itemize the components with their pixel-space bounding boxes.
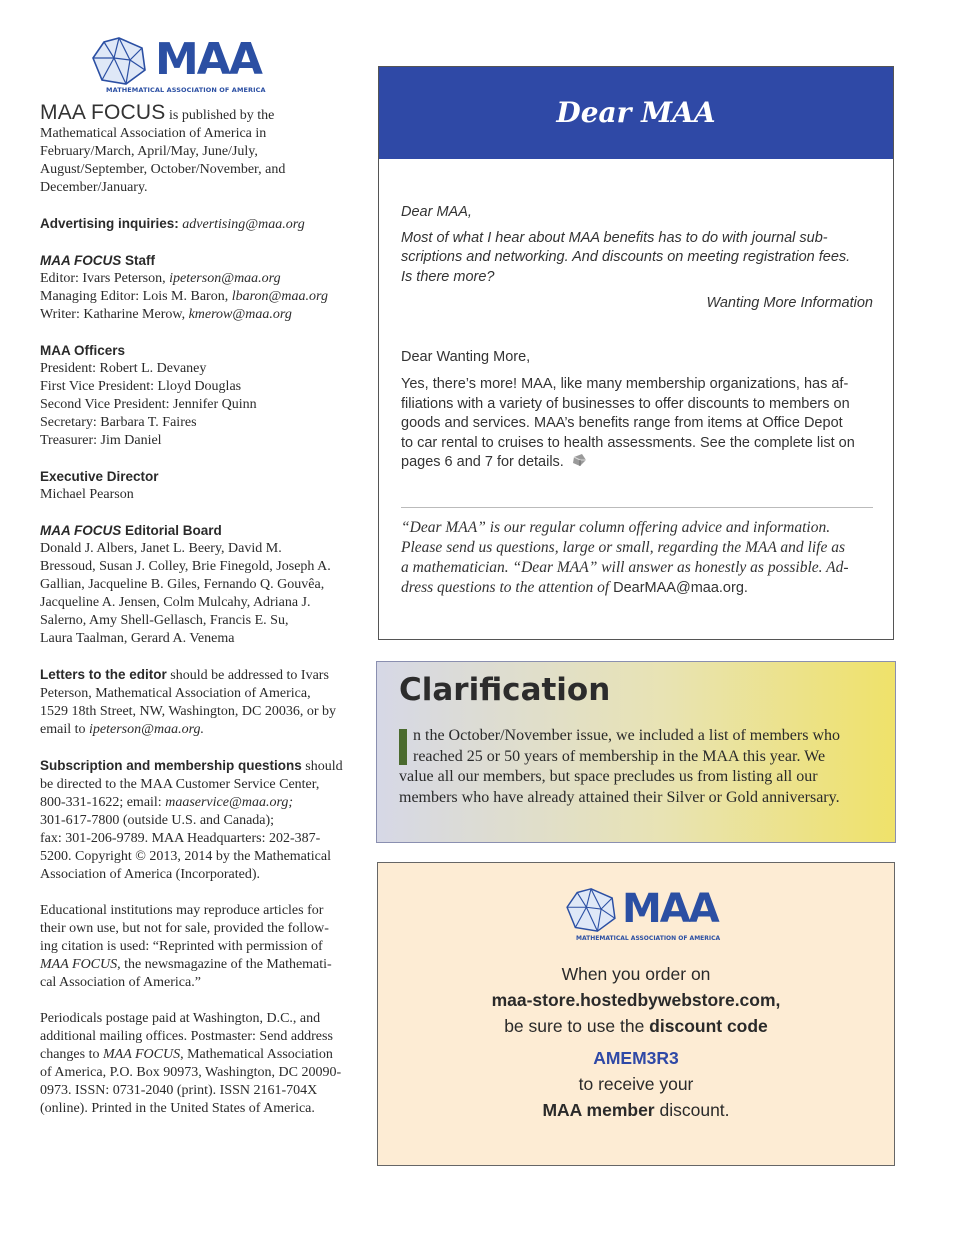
board-block: [40, 522, 352, 648]
store-line: be sure to use the discount code: [504, 1016, 768, 1036]
advertising-block: [40, 215, 352, 234]
logo-wordmark: MAA: [155, 34, 261, 85]
executive-heading: Executive Director: [40, 469, 159, 484]
board-heading: Editorial Board: [125, 523, 222, 538]
reproduction-line: their own use, but not for sale, provided the follow-: [40, 921, 329, 936]
staff-heading: Staff: [125, 253, 156, 268]
divider: [401, 507, 873, 508]
intro-line: Mathematical Association of America in: [40, 126, 267, 141]
subscription-email[interactable]: maaservice@maa.org;: [165, 795, 294, 810]
clarification-box: [376, 661, 896, 843]
polyhedron-icon: [564, 887, 618, 933]
officer-line: President: Robert L. Devaney: [40, 361, 207, 376]
officer-line: Treasurer: Jim Daniel: [40, 433, 162, 448]
letters-label: Letters to the editor: [40, 667, 167, 682]
clarification-text: n the October/November issue, we included a list of members who reached 25 or 50 years of membership in the MAA this year. We value all our members, but space precludes us from listing all our members who have already attained their Silver or Gold anniversary.: [399, 727, 840, 806]
question-text: Most of what I hear about MAA benefits has to do with journal sub- scriptions and networking. And discounts on meeting registration fees. Is there more?: [401, 229, 851, 285]
letters-block: Letters to the editor should be addressed to Ivars Peterson, Mathematical Association of America, 1529 18th Street, NW, Washington, DC 20036, or by email to ipeterson@maa.org.: [40, 666, 352, 739]
postage-line: 0973. ISSN: 0731-2040 (print). ISSN 2161-704X: [40, 1083, 318, 1098]
store-line: MAA member discount.: [542, 1100, 730, 1120]
polyhedron-icon: [90, 36, 148, 86]
dear-maa-title: Dear MAA: [379, 67, 893, 159]
store-line: to receive your: [578, 1074, 694, 1094]
subscription-line: Association of America (Incorporated).: [40, 867, 261, 882]
letters-line: 1529 18th Street, NW, Washington, DC 20036, or by: [40, 704, 336, 719]
dear-maa-column: [378, 66, 894, 640]
staff-email[interactable]: kmerow@maa.org: [188, 307, 292, 322]
board-heading-title: MAA FOCUS: [40, 523, 122, 538]
maa-logo: [564, 887, 724, 945]
subscription-line: 5200. Copyright © 2013, 2014 by the Mathematical: [40, 849, 331, 864]
column-footnote: “Dear MAA” is our regular column offering advice and information. Please send us questions, large or small, regarding the MAA and life as a mathematician. “Dear MAA” will answer as honestly as possible. Ad- dress questions to the attention of DearMAA@maa.org.: [401, 518, 849, 596]
staff-line: Managing Editor: Lois M. Baron, lbaron@maa.org: [40, 289, 328, 304]
advertising-label: Advertising inquiries:: [40, 216, 179, 231]
clarification-title: Clarification: [399, 672, 611, 708]
staff-heading-title: MAA FOCUS: [40, 253, 122, 268]
postage-line: Periodicals postage paid at Washington, D.C., and: [40, 1011, 321, 1026]
logo-subtitle: MATHEMATICAL ASSOCIATION OF AMERICA: [106, 86, 266, 94]
executive-block: [40, 468, 352, 504]
publication-title: MAA FOCUS: [40, 101, 166, 124]
officer-line: Second Vice President: Jennifer Quinn: [40, 397, 257, 412]
question-salutation: Dear MAA,: [401, 204, 472, 220]
officers-block: [40, 342, 352, 450]
question-signature: Wanting More Information: [706, 295, 873, 311]
letters-line: Peterson, Mathematical Association of America,: [40, 686, 311, 701]
dear-maa-email[interactable]: DearMAA@maa.org.: [613, 579, 748, 596]
postage-line: (online). Printed in the United States of America.: [40, 1101, 315, 1116]
officer-line: Secretary: Barbara T. Faires: [40, 415, 197, 430]
officer-line: First Vice President: Lloyd Douglas: [40, 379, 242, 394]
intro-line: December/January.: [40, 180, 148, 195]
intro-line: August/September, October/November, and: [40, 162, 286, 177]
subscription-line: fax: 301-206-9789. MAA Headquarters: 202-387-: [40, 831, 321, 846]
postage-line: additional mailing offices. Postmaster: Send address: [40, 1029, 333, 1044]
advertising-email[interactable]: advertising@maa.org: [182, 217, 305, 232]
store-line: When you order on: [561, 964, 711, 984]
subscription-label: Subscription and membership questions: [40, 758, 302, 773]
reproduction-line: Educational institutions may reproduce articles for: [40, 903, 324, 918]
staff-block: [40, 252, 352, 324]
answer-salutation: Dear Wanting More,: [401, 348, 531, 365]
subscription-block: Subscription and membership questions should be directed to the MAA Customer Service Center, 800-331-1622; email: maaservice@maa.org; 301-617-7800 (outside U.S. and Canada); fax: 301-206-9789. MAA Headquarters: 202-387- 5200. Copyright © 2013, 2014 by the Mathematical Association of America (Incorporated).: [40, 757, 352, 884]
reproduction-block: Educational institutions may reproduce articles for their own use, but not for sale, provided the follow- ing citation is used: “Reprinted with permission of MAA FOCUS, the newsmagazine of the Mathemati- cal Association of America.”: [40, 902, 352, 992]
board-line: Gallian, Jacqueline B. Giles, Fernando Q. Gouvêa,: [40, 577, 325, 592]
logo-subtitle: MATHEMATICAL ASSOCIATION OF AMERICA: [576, 935, 721, 942]
intro-line: February/March, April/May, June/July,: [40, 144, 258, 159]
end-mark-icon: [571, 453, 587, 467]
board-line: Laura Taalman, Gerard A. Venema: [40, 631, 235, 646]
board-line: Bressoud, Susan J. Colley, Brie Finegold, Joseph A.: [40, 559, 331, 574]
postage-line: of America, P.O. Box 90973, Washington, DC 20090-: [40, 1065, 342, 1080]
staff-line: Writer: Katharine Merow, kmerow@maa.org: [40, 307, 292, 322]
staff-email[interactable]: lbaron@maa.org: [231, 289, 328, 304]
store-discount-box: [377, 862, 895, 1166]
board-line: Jacqueline A. Jensen, Colm Mulcahy, Adriana J.: [40, 595, 311, 610]
executive-name: Michael Pearson: [40, 487, 134, 502]
maa-logo: [40, 36, 352, 98]
postage-block: Periodicals postage paid at Washington, D.C., and additional mailing offices. Postmaster: Send address changes to MAA FOCUS, Mathematical Association of America, P.O. Box 90973, Washington, DC 20090- 0973. ISSN: 0731-2040 (print). ISSN 2161-704X (online). Printed in the United States of America.: [40, 1010, 352, 1118]
answer-text: Yes, there’s more! MAA, like many membership organizations, has af- filiations with a variety of businesses to offer discounts to members on goods and services. MAA’s benefits range from items at Office Depot to car rental to cruises to health assessments. See the complete list on pages 6 and 7 for details.: [401, 376, 855, 470]
reproduction-line: ing citation is used: “Reprinted with permission of: [40, 939, 323, 954]
drop-cap-i: [399, 729, 407, 765]
intro-line: is published by the: [168, 108, 275, 123]
staff-email[interactable]: ipeterson@maa.org: [169, 271, 281, 286]
board-line: Donald J. Albers, Janet L. Beery, David M.: [40, 541, 282, 556]
letters-email[interactable]: ipeterson@maa.org.: [89, 722, 205, 737]
masthead-intro: [40, 101, 352, 197]
staff-line: Editor: Ivars Peterson, ipeterson@maa.org: [40, 271, 281, 286]
reproduction-line: cal Association of America.”: [40, 975, 201, 990]
subscription-line: 301-617-7800 (outside U.S. and Canada);: [40, 813, 275, 828]
logo-wordmark: MAA: [622, 886, 718, 932]
subscription-line: be directed to the MAA Customer Service Center,: [40, 777, 320, 792]
store-text: [378, 961, 894, 1123]
masthead-column: [40, 36, 352, 1118]
board-line: Salerno, Amy Shell-Gellasch, Francis E. Su,: [40, 613, 289, 628]
discount-code: AMEM3R3: [593, 1048, 679, 1068]
store-url[interactable]: maa-store.hostedbywebstore.com,: [491, 990, 781, 1010]
officers-heading: MAA Officers: [40, 343, 126, 358]
